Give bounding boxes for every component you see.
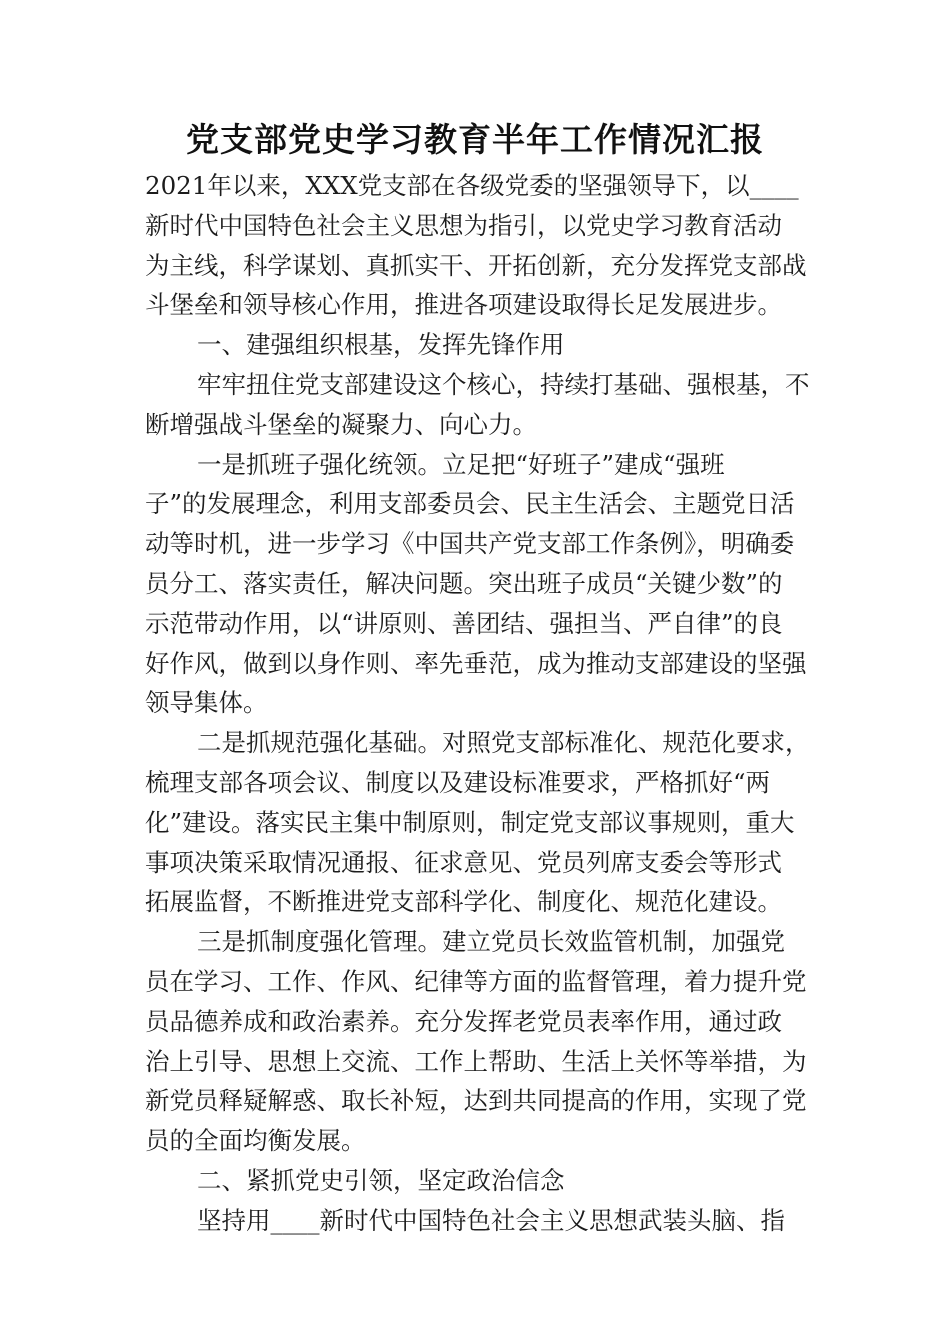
paragraph-line: 2021年以来，XXX党支部在各级党委的坚强领导下，以____ [145,171,799,200]
paragraph-line: 领导集体。 [145,688,268,718]
paragraph-line: 新时代中国特色社会主义思想为指引，以党史学习教育活动 [145,210,782,240]
paragraph-line: 治上引导、思想上交流、工作上帮助、生活上关怀等举措，为 [145,1046,807,1076]
paragraph-line: 化”建设。落实民主集中制原则，制定党支部议事规则，重大 [145,807,795,837]
paragraph-line: 子”的发展理念，利用支部委员会、民主生活会、主题党日活 [145,489,795,519]
document-body [145,166,815,1241]
paragraph-line: 为主线，科学谋划、真抓实干、开拓创新，充分发挥党支部战 [145,250,807,280]
paragraph-line: 事项决策采取情况通报、征求意见、党员列席支委会等形式 [145,847,782,877]
paragraph-line: 坚持用____新时代中国特色社会主义思想武装头脑、指 [197,1205,785,1235]
paragraph-line: 员分工、落实责任，解决问题。突出班子成员“关键少数”的 [145,568,783,598]
paragraph-line: 动等时机，进一步学习《中国共产党支部工作条例》，明确委 [145,529,795,559]
section-heading-1: 一、建强组织根基，发挥先锋作用 [197,330,565,360]
paragraph-line: 员的全面均衡发展。 [145,1126,366,1156]
paragraph-line: 斗堡垒和领导核心作用，推进各项建设取得长足发展进步。 [145,290,782,320]
section-heading-2: 二、紧抓党史引领，坚定政治信念 [197,1165,565,1195]
paragraph-line: 拓展监督，不断推进党支部科学化、制度化、规范化建设。 [145,887,782,917]
paragraph-line: 新党员释疑解惑、取长补短，达到共同提高的作用，实现了党 [145,1086,807,1116]
paragraph-line: 好作风，做到以身作则、率先垂范，成为推动支部建设的坚强 [145,648,807,678]
paragraph-line: 断增强战斗堡垒的凝聚力、向心力。 [145,409,537,439]
paragraph-line: 示范带动作用，以“讲原则、善团结、强担当、严自律”的良 [145,608,783,638]
paragraph-line: 员品德养成和政治素养。充分发挥老党员表率作用，通过政 [145,1006,782,1036]
paragraph-line: 二是抓规范强化基础。对照党支部标准化、规范化要求， [197,728,810,758]
paragraph-line: 一是抓班子强化统领。立足把“好班子”建成“强班 [197,449,725,479]
paragraph-line: 梳理支部各项会议、制度以及建设标准要求，严格抓好“两 [145,767,771,797]
paragraph-line: 三是抓制度强化管理。建立党员长效监管机制，加强党 [197,927,785,957]
document-title: 党支部党史学习教育半年工作情况汇报 [186,120,764,159]
paragraph-line: 牢牢扭住党支部建设这个核心，持续打基础、强根基，不 [197,369,810,399]
paragraph-line: 员在学习、工作、作风、纪律等方面的监督管理，着力提升党 [145,966,807,996]
